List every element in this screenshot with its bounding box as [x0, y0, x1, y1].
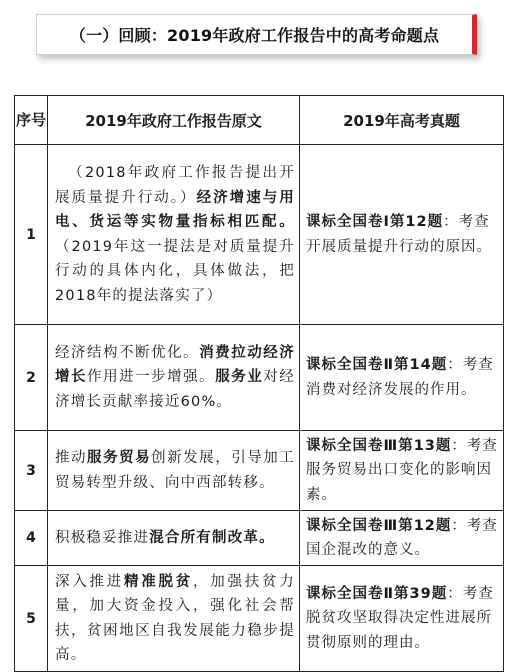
exam-description: 考查开展质量提升行动的原因。 [306, 214, 492, 255]
table-row [15, 325, 504, 431]
table-row [15, 566, 504, 672]
exam-separator: ： [447, 585, 463, 602]
exam-description: 考查消费对经济发展的作用。 [306, 357, 494, 398]
table-row [15, 511, 504, 566]
exam-description: 考查服务贸易出口变化的影响因素。 [306, 437, 498, 503]
original-text-cell [48, 511, 300, 566]
highlighted-segment: 精准脱贫 [124, 573, 194, 590]
table-header-row [15, 96, 504, 145]
highlighted-segment: 经济增速与用电、货运等实物量指标相匹配。 [55, 189, 295, 230]
header-original-text: 2019年政府工作报告原文 [48, 96, 300, 145]
exam-question-cell [300, 325, 504, 431]
highlighted-segment: 混合所有制改革。 [149, 529, 275, 546]
text-segment: ，加强扶贫力量，加大资金投入，强化社会帮扶，贫困地区自我发展能力稳步提高。 [55, 573, 295, 663]
header-number: 序号 [15, 96, 48, 145]
text-segment: （2019年这一提法是对质量提升行动的具体内化，具体做法，把2018年的提法落实了） [55, 238, 295, 304]
exam-title: 课标全国卷Ⅲ第13题 [306, 437, 452, 454]
original-text-cell [48, 566, 300, 672]
text-segment: （2018年政府工作报告提出开展质量提升行动。） [55, 165, 295, 206]
row-number: 1 [15, 145, 48, 325]
table-row [15, 431, 504, 511]
text-segment: 作用进一步增强。 [87, 369, 216, 386]
original-text-cell [48, 145, 300, 325]
text-segment: 推动 [55, 450, 88, 466]
exam-question-cell [300, 431, 504, 511]
exam-separator: ： [451, 517, 467, 534]
exam-points-table [14, 95, 504, 672]
exam-separator: ： [443, 214, 459, 230]
exam-title: 课标全国卷Ⅰ第12题 [306, 214, 444, 230]
highlighted-segment: 消费拉动经济增长 [55, 344, 295, 386]
exam-title: 课标全国卷Ⅱ第39题 [306, 585, 448, 602]
text-segment: 创新发展，引导加工贸易转型升级、向中西部转移。 [55, 450, 295, 491]
header-exam-question: 2019年高考真题 [300, 96, 504, 145]
exam-question-cell [300, 566, 504, 672]
highlighted-segment: 服务贸易 [87, 450, 152, 466]
exam-separator: ： [447, 357, 463, 373]
row-number: 3 [15, 431, 48, 511]
exam-title: 课标全国卷Ⅱ第14题 [306, 357, 448, 373]
row-number: 2 [15, 325, 48, 431]
exam-title: 课标全国卷Ⅲ第12题 [306, 517, 452, 534]
highlighted-segment: 服务业 [215, 369, 264, 386]
text-segment: 经济结构不断优化。 [55, 344, 200, 361]
exam-question-cell [300, 145, 504, 325]
row-number: 5 [15, 566, 48, 672]
text-segment: 积极稳妥推进 [55, 529, 150, 546]
exam-description: 考查国企混改的意义。 [306, 517, 498, 558]
exam-question-cell [300, 511, 504, 566]
section-title: （一）回顾：2019年政府工作报告中的高考命题点 [69, 26, 440, 45]
section-title-box [36, 14, 477, 55]
original-text-cell [48, 325, 300, 431]
text-segment: 深入推进 [55, 573, 125, 590]
row-number: 4 [15, 511, 48, 566]
table-row [15, 145, 504, 325]
original-text-cell [48, 431, 300, 511]
exam-description: 考查脱贫攻坚取得决定性进展所贯彻原则的理由。 [306, 585, 494, 651]
exam-separator: ： [451, 437, 467, 454]
text-segment: 对经济增长贡献率接近60%。 [55, 369, 295, 410]
